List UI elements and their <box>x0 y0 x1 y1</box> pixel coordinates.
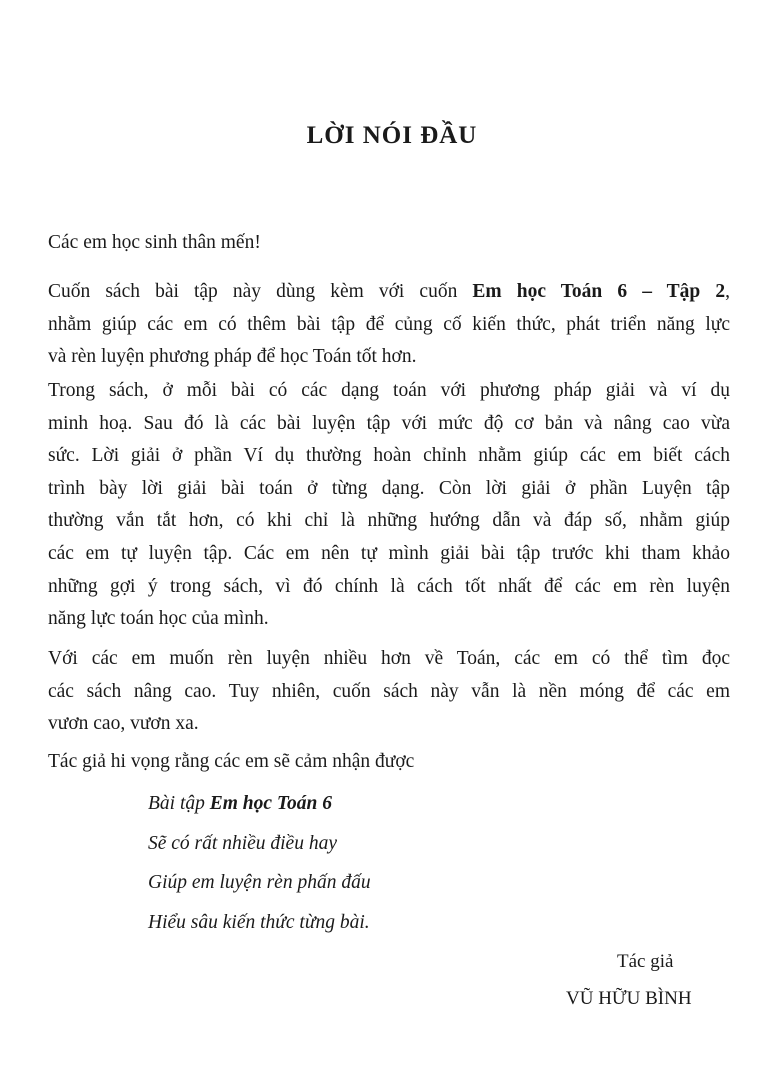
text: Bài tập <box>148 793 210 814</box>
poem-line-4: Hiểu sâu kiến thức từng bài. <box>148 912 370 934</box>
paragraph-1-line-1 <box>48 276 730 309</box>
paragraph-1 <box>48 276 730 374</box>
paragraph-2-line: trình bày lời giải bài toán ở từng dạng. Còn lời giải ở phần Luyện tập <box>48 477 730 499</box>
paragraph-3-line: các sách nâng cao. Tuy nhiên, cuốn sách này vẫn là nền móng để các em <box>48 680 730 702</box>
page-title: LỜI NÓI ĐẦU <box>306 122 478 149</box>
greeting <box>48 227 730 260</box>
paragraph-2 <box>48 375 730 636</box>
greeting-text: Các em học sinh thân mến! <box>48 232 261 253</box>
poem-line-3: Giúp em luyện rèn phấn đấu <box>148 872 371 894</box>
paragraph-2-line: minh hoạ. Sau đó là các bài luyện tập với mức độ cơ bản và nâng cao vừa <box>48 412 730 434</box>
text: Cuốn sách bài tập này dùng kèm với cuốn <box>48 281 473 302</box>
paragraph-3-line: Với các em muốn rèn luyện nhiều hơn về Toán, các em có thể tìm đọc <box>48 648 730 669</box>
paragraph-2-line: Trong sách, ở mỗi bài có các dạng toán với phương pháp giải và ví dụ <box>48 380 730 401</box>
poem <box>148 784 371 943</box>
signature-name: VŨ HỮU BÌNH <box>566 988 692 1009</box>
paragraph-1-line-3: và rèn luyện phương pháp để học Toán tốt hơn. <box>48 346 417 368</box>
text: , <box>725 281 730 302</box>
paragraph-2-line: những gợi ý trong sách, vì đó chính là cách tốt nhất để các em rèn luyện <box>48 575 730 597</box>
paragraph-1-line-2: nhằm giúp các em có thêm bài tập để củng cố kiến thức, phát triển năng lực <box>48 313 730 335</box>
paragraph-3-line: vươn cao, vươn xa. <box>48 713 199 735</box>
paragraph-3 <box>48 643 730 741</box>
paragraph-2-line: năng lực toán học của mình. <box>48 608 269 630</box>
poem-line-2: Sẽ có rất nhiều điều hay <box>148 832 337 854</box>
poem-line-1 <box>148 784 371 824</box>
book-title: Em học Toán 6 – Tập 2 <box>472 281 726 302</box>
signature-role: Tác giả <box>617 951 674 972</box>
paragraph-4-line: Tác giả hi vọng rằng các em sẽ cảm nhận được <box>48 751 415 772</box>
paragraph-2-line: thường vắn tắt hơn, có khi chỉ là những hướng dẫn và đáp số, nhằm giúp <box>48 510 730 532</box>
paragraph-2-line: các em tự luyện tập. Các em nên tự mình giải bài tập trước khi tham khảo <box>48 542 730 564</box>
paragraph-2-line: sức. Lời giải ở phần Ví dụ thường hoàn chỉnh nhằm giúp các em biết cách <box>48 445 730 467</box>
paragraph-4 <box>48 746 730 779</box>
book-title: Em học Toán 6 <box>209 793 333 814</box>
